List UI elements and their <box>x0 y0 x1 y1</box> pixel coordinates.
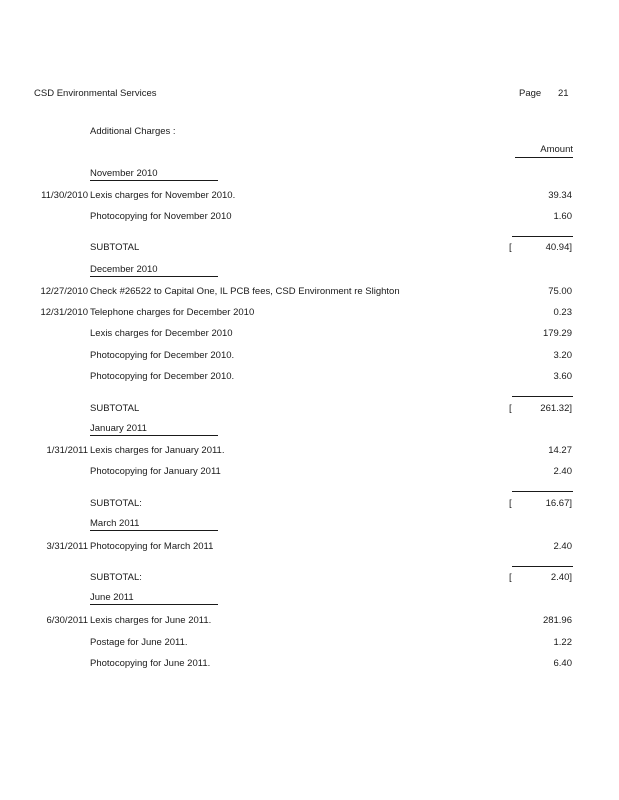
subtotal-amount: 2.40] <box>550 572 572 583</box>
subtotal-amount: 40.94] <box>545 242 572 253</box>
subtotal-rule <box>512 491 573 492</box>
entry-amount: 179.29 <box>542 328 572 339</box>
entry-date: 1/31/2011 <box>46 445 88 456</box>
entry-amount: 39.34 <box>548 190 572 201</box>
subtotal-bracket: [ <box>509 498 512 509</box>
subtotal-amount: 261.32] <box>540 403 572 414</box>
subtotal-bracket: [ <box>509 403 512 414</box>
page-label: Page <box>519 88 542 99</box>
month-heading: January 2011 <box>90 423 218 436</box>
entry-date: 12/27/2010 <box>40 286 88 297</box>
entry-amount: 2.40 <box>553 541 572 552</box>
month-heading: June 2011 <box>90 592 218 605</box>
subtotal-rule <box>512 566 573 567</box>
page-number: 21 <box>558 88 569 99</box>
section-title: Additional Charges : <box>90 126 176 137</box>
entry-description: Photocopying for June 2011. <box>90 658 211 669</box>
subtotal-label: SUBTOTAL <box>90 403 140 414</box>
subtotal-bracket: [ <box>509 572 512 583</box>
entry-description: Lexis charges for November 2010. <box>90 190 236 201</box>
entry-amount: 281.96 <box>542 615 572 626</box>
entry-amount: 6.40 <box>553 658 572 669</box>
entry-description: Photocopying for December 2010. <box>90 350 235 361</box>
entry-amount: 14.27 <box>548 445 572 456</box>
entry-amount: 75.00 <box>548 286 572 297</box>
subtotal-rule <box>512 396 573 397</box>
entry-date: 3/31/2011 <box>46 541 88 552</box>
subtotal-amount: 16.67] <box>545 498 572 509</box>
entry-description: Photocopying for December 2010. <box>90 371 235 382</box>
entry-amount: 3.60 <box>553 371 572 382</box>
subtotal-bracket: [ <box>509 242 512 253</box>
subtotal-rule <box>512 236 573 237</box>
entry-amount: 1.60 <box>553 211 572 222</box>
entry-description: Photocopying for March 2011 <box>90 541 214 552</box>
entry-description: Lexis charges for June 2011. <box>90 615 212 626</box>
month-heading: March 2011 <box>90 518 218 531</box>
entry-amount: 0.23 <box>553 307 572 318</box>
entry-description: Lexis charges for January 2011. <box>90 445 225 456</box>
entry-description: Telephone charges for December 2010 <box>90 307 255 318</box>
month-heading: December 2010 <box>90 264 218 277</box>
entry-amount: 2.40 <box>553 466 572 477</box>
amount-column-header: Amount <box>515 144 573 158</box>
entry-description: Photocopying for January 2011 <box>90 466 221 477</box>
entry-description: Postage for June 2011. <box>90 637 188 648</box>
subtotal-label: SUBTOTAL: <box>90 498 142 509</box>
subtotal-label: SUBTOTAL: <box>90 572 142 583</box>
company-name: CSD Environmental Services <box>34 88 157 99</box>
entry-description: Check #26522 to Capital One, IL PCB fees, CSD Environment re Slighton <box>90 286 400 297</box>
entry-description: Photocopying for November 2010 <box>90 211 232 222</box>
entry-amount: 3.20 <box>553 350 572 361</box>
entry-date: 6/30/2011 <box>46 615 88 626</box>
entry-description: Lexis charges for December 2010 <box>90 328 233 339</box>
entry-amount: 1.22 <box>553 637 572 648</box>
month-heading: November 2010 <box>90 168 218 181</box>
subtotal-label: SUBTOTAL <box>90 242 140 253</box>
entry-date: 11/30/2010 <box>41 190 88 201</box>
entry-date: 12/31/2010 <box>40 307 88 318</box>
